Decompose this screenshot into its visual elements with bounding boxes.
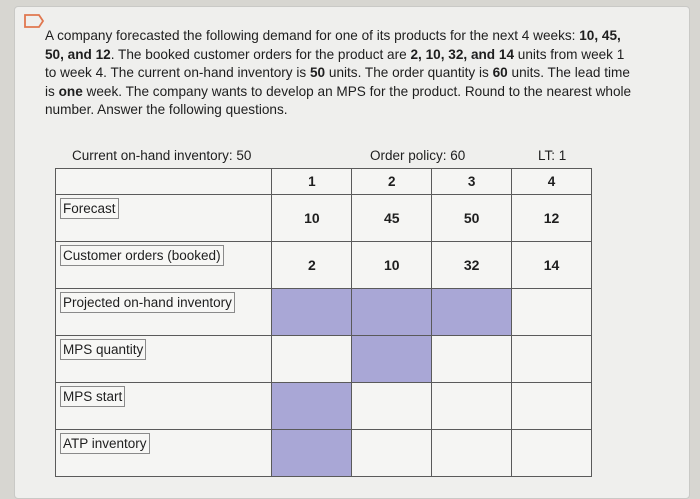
- on-hand-header: Current on-hand inventory: 50: [72, 148, 252, 163]
- projected-cell: [512, 289, 592, 336]
- booked-values: 2, 10, 32, and 14: [410, 46, 515, 62]
- forecast-cell: 45: [352, 195, 432, 242]
- week-header: 4: [512, 169, 592, 195]
- mps-table: [55, 168, 592, 477]
- week-header-row: [56, 169, 592, 195]
- mps-start-input-cell[interactable]: [272, 383, 352, 430]
- on-hand-value: 50: [309, 65, 326, 81]
- week-header: 1: [272, 169, 352, 195]
- week-header: 3: [432, 169, 512, 195]
- atp-cell: [512, 430, 592, 477]
- mps-start-cell: [352, 383, 432, 430]
- atp-cell: [352, 430, 432, 477]
- booked-cell: 10: [352, 242, 432, 289]
- mps-start-cell: [432, 383, 512, 430]
- table-row: [56, 430, 592, 477]
- booked-cell: 14: [512, 242, 592, 289]
- atp-input-cell[interactable]: [272, 430, 352, 477]
- row-label: ATP inventory: [56, 430, 272, 477]
- flag-icon[interactable]: [23, 13, 45, 29]
- row-label: MPS quantity: [56, 336, 272, 383]
- booked-cell: 32: [432, 242, 512, 289]
- question-text: A company forecasted the following demand for one of its products for the next 4 weeks: 10, 45, 50, and 12. The booked customer orders for the product are 2, 10, 32, and 14 units from week 1 to week 4. The current on-hand inventory is 50 units. The order quantity is 60 units. The lead time is one week. The company wants to develop an MPS for the product. Round to the nearest whole number. Answer the following questions.: [45, 28, 632, 118]
- mps-quantity-input-cell[interactable]: [352, 336, 432, 383]
- order-policy-header: Order policy: 60: [370, 148, 466, 163]
- week-header: 2: [352, 169, 432, 195]
- question-intro: A company forecasted the following demand for one of its products for the next 4 weeks:: [45, 28, 580, 43]
- forecast-cell: 10: [272, 195, 352, 242]
- projected-input-cell[interactable]: [352, 289, 432, 336]
- order-quantity-value: 60: [492, 65, 508, 81]
- forecast-cell: 12: [512, 195, 592, 242]
- forecast-cell: 50: [432, 195, 512, 242]
- booked-cell: 2: [272, 242, 352, 289]
- table-row: [56, 336, 592, 383]
- row-label: Projected on-hand inventory: [56, 289, 272, 336]
- mps-quantity-cell: [512, 336, 592, 383]
- table-row: [56, 289, 592, 336]
- table-header: [56, 148, 596, 168]
- row-label: Customer orders (booked): [56, 242, 272, 289]
- projected-input-cell[interactable]: [432, 289, 512, 336]
- table-row: [56, 242, 592, 289]
- corner-cell: [56, 169, 272, 195]
- lead-time-header: LT: 1: [538, 148, 567, 163]
- atp-cell: [432, 430, 512, 477]
- mps-start-cell: [512, 383, 592, 430]
- projected-input-cell[interactable]: [272, 289, 352, 336]
- table-row: [56, 383, 592, 430]
- mps-quantity-cell: [272, 336, 352, 383]
- forecast-values: 10, 45, 50, and 12: [45, 28, 621, 62]
- row-label: Forecast: [56, 195, 272, 242]
- lead-time-value: one: [58, 83, 83, 99]
- table-row: [56, 195, 592, 242]
- mps-quantity-cell: [432, 336, 512, 383]
- row-label: MPS start: [56, 383, 272, 430]
